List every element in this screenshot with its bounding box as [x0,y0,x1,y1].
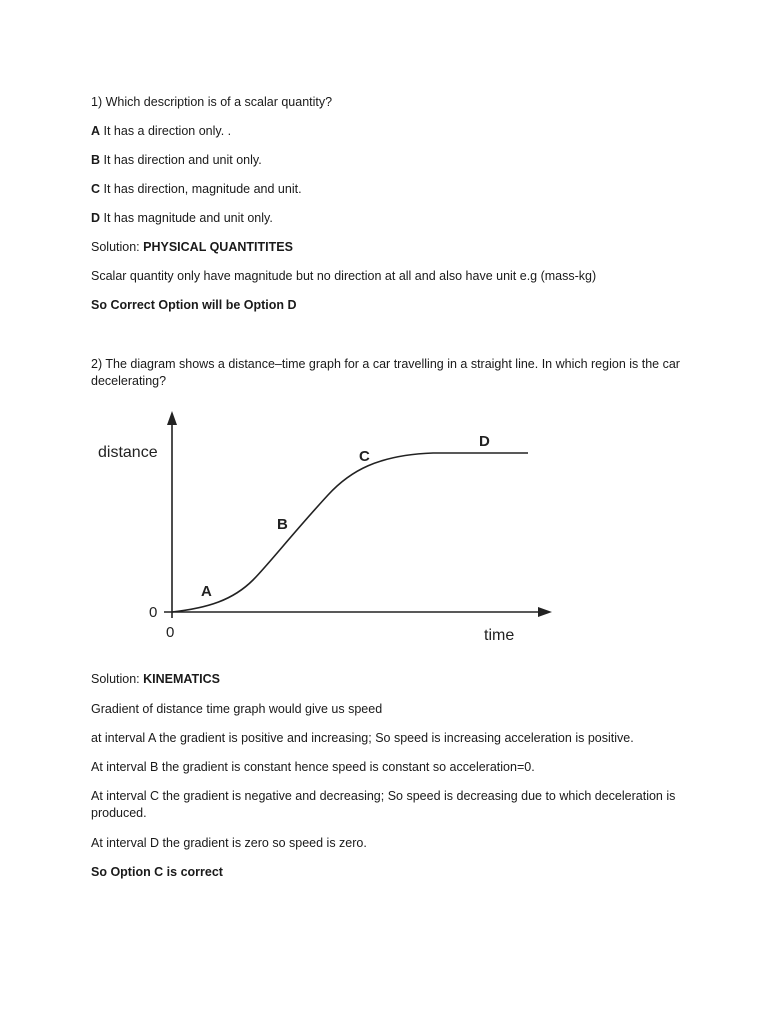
q1-option-b [91,152,691,169]
q2-conclusion: So Option C is correct [91,865,223,879]
q2-line-1: Gradient of distance time graph would give us speed [91,702,383,716]
region-label-d: D [479,433,490,450]
y-axis-label: distance [98,444,158,461]
q1-option-c [91,181,691,198]
solution-topic: KINEMATICS [143,672,220,686]
q1-question: 1) Which description is of a scalar quantity? [91,95,333,109]
option-text: It has direction and unit only. [100,153,262,167]
q2-solution-heading [91,671,691,688]
q2-line-4: At interval C the gradient is negative and decreasing; So speed is decreasing due to which deceleration is produced. [91,789,676,820]
q1-option-a [91,123,691,140]
x-axis-label: time [484,627,515,644]
origin-x-label: 0 [166,624,175,641]
q2-line-3: At interval B the gradient is constant hence speed is constant so acceleration=0. [91,760,535,774]
option-text: It has a direction only. . [100,124,232,138]
origin-y-label: 0 [149,604,158,621]
q2-line-5: At interval D the gradient is zero so speed is zero. [91,836,367,850]
x-axis-arrow [538,607,552,617]
distance-curve [172,453,528,612]
q1-solution-heading [91,239,691,256]
region-label-c: C [359,448,370,465]
distance-time-graph [88,405,568,655]
q2-line-2: at interval A the gradient is positive and increasing; So speed is increasing acceleration is positive. [91,731,634,745]
option-letter: C [91,182,101,196]
q1-option-d [91,210,691,227]
option-text: It has direction, magnitude and unit. [100,182,302,196]
option-letter: D [91,211,101,225]
q1-explanation: Scalar quantity only have magnitude but no direction at all and also have unit e.g (mass-kg) [91,269,597,283]
region-label-a: A [201,583,212,600]
option-text: It has magnitude and unit only. [100,211,273,225]
region-label-b: B [277,516,288,533]
option-letter: B [91,153,101,167]
q1-conclusion: So Correct Option will be Option D [91,298,297,312]
solution-topic: PHYSICAL QUANTITITES [143,240,293,254]
solution-prefix: Solution: [91,672,144,686]
solution-prefix: Solution: [91,240,144,254]
option-letter: A [91,124,101,138]
q2-question: 2) The diagram shows a distance–time graph for a car travelling in a straight line. In which region is the car decelerating? [91,357,680,388]
y-axis-arrow [167,411,177,425]
